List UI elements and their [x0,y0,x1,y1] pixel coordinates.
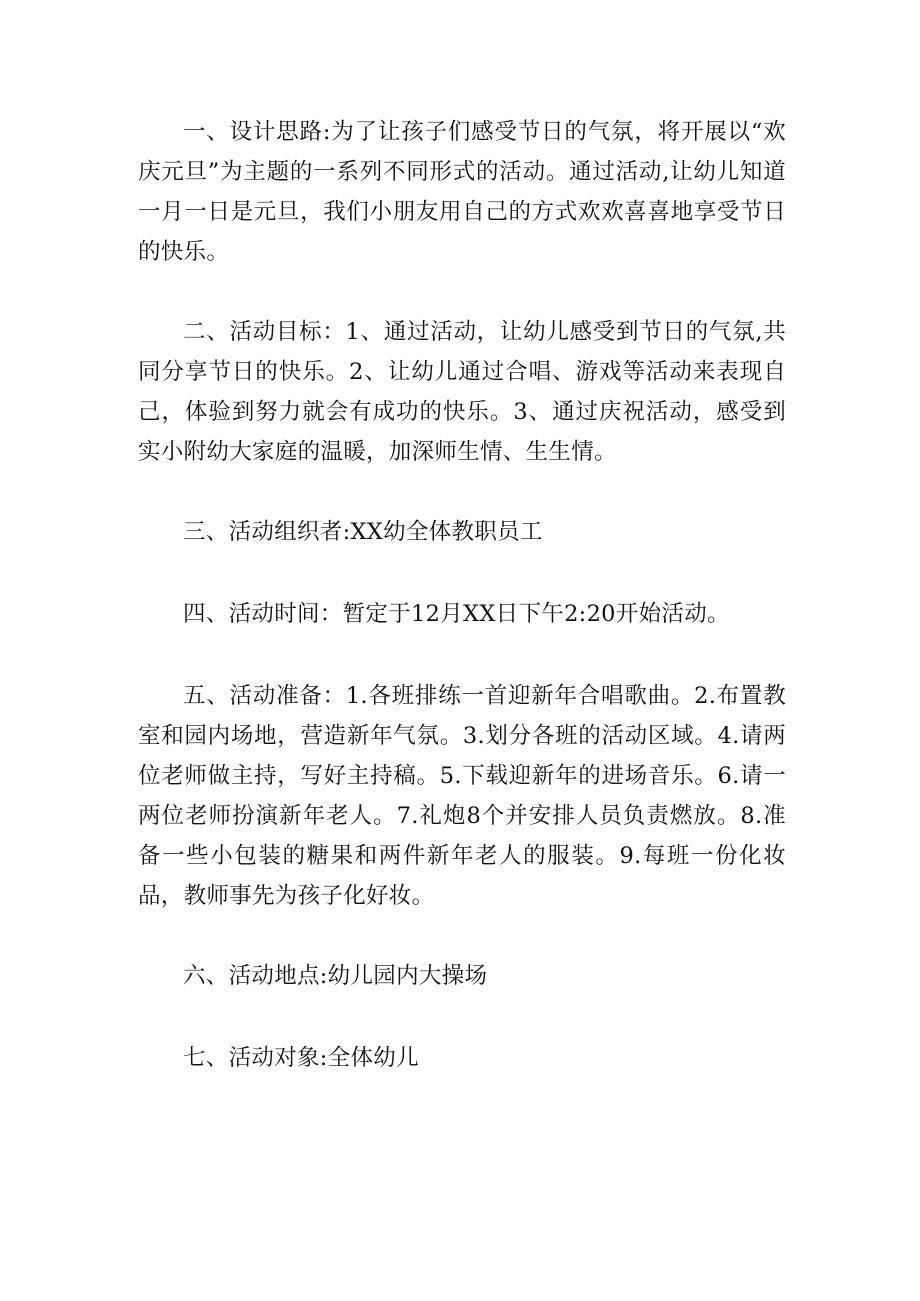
paragraph-activity-time: 四、活动时间：暂定于12月XX日下午2:20开始活动。 [183,601,730,627]
document-body [138,112,786,1078]
paragraph-activity-goals: 二、活动目标：1、通过活动，让幼儿感受到节日的气氛,共同分享节日的快乐。2、让幼儿通过合唱、游戏等活动来表现自己，体验到努力就会有成功的快乐。3、通过庆祝活动，感受到实小附幼大家庭的温暖，加深师生情、生生情。 [138,319,786,465]
paragraph-organizer: 三、活动组织者:XX幼全体教职员工 [183,519,543,545]
paragraph-participants: 七、活动对象:全体幼儿 [183,1045,419,1071]
paragraph-preparation: 五、活动准备：1.各班排练一首迎新年合唱歌曲。2.布置教室和园内场地，营造新年气氛。3.划分各班的活动区域。4.请两位老师做主持，写好主持稿。5.下载迎新年的进场音乐。6.请一两位老师扮演新年老人。7.礼炮8个并安排人员负责燃放。8.准备一些小包装的糖果和两件新年老人的服装。9.每班一份化妆品，教师事先为孩子化好妆。 [138,683,786,909]
paragraph-location: 六、活动地点:幼儿园内大操场 [183,963,488,989]
paragraph-design-idea: 一、设计思路:为了让孩子们感受节日的气氛，将开展以“欢庆元旦”为主题的一系列不同形式的活动。通过活动,让幼儿知道一月一日是元旦，我们小朋友用自己的方式欢欢喜喜地享受节日的快乐。 [138,119,786,265]
